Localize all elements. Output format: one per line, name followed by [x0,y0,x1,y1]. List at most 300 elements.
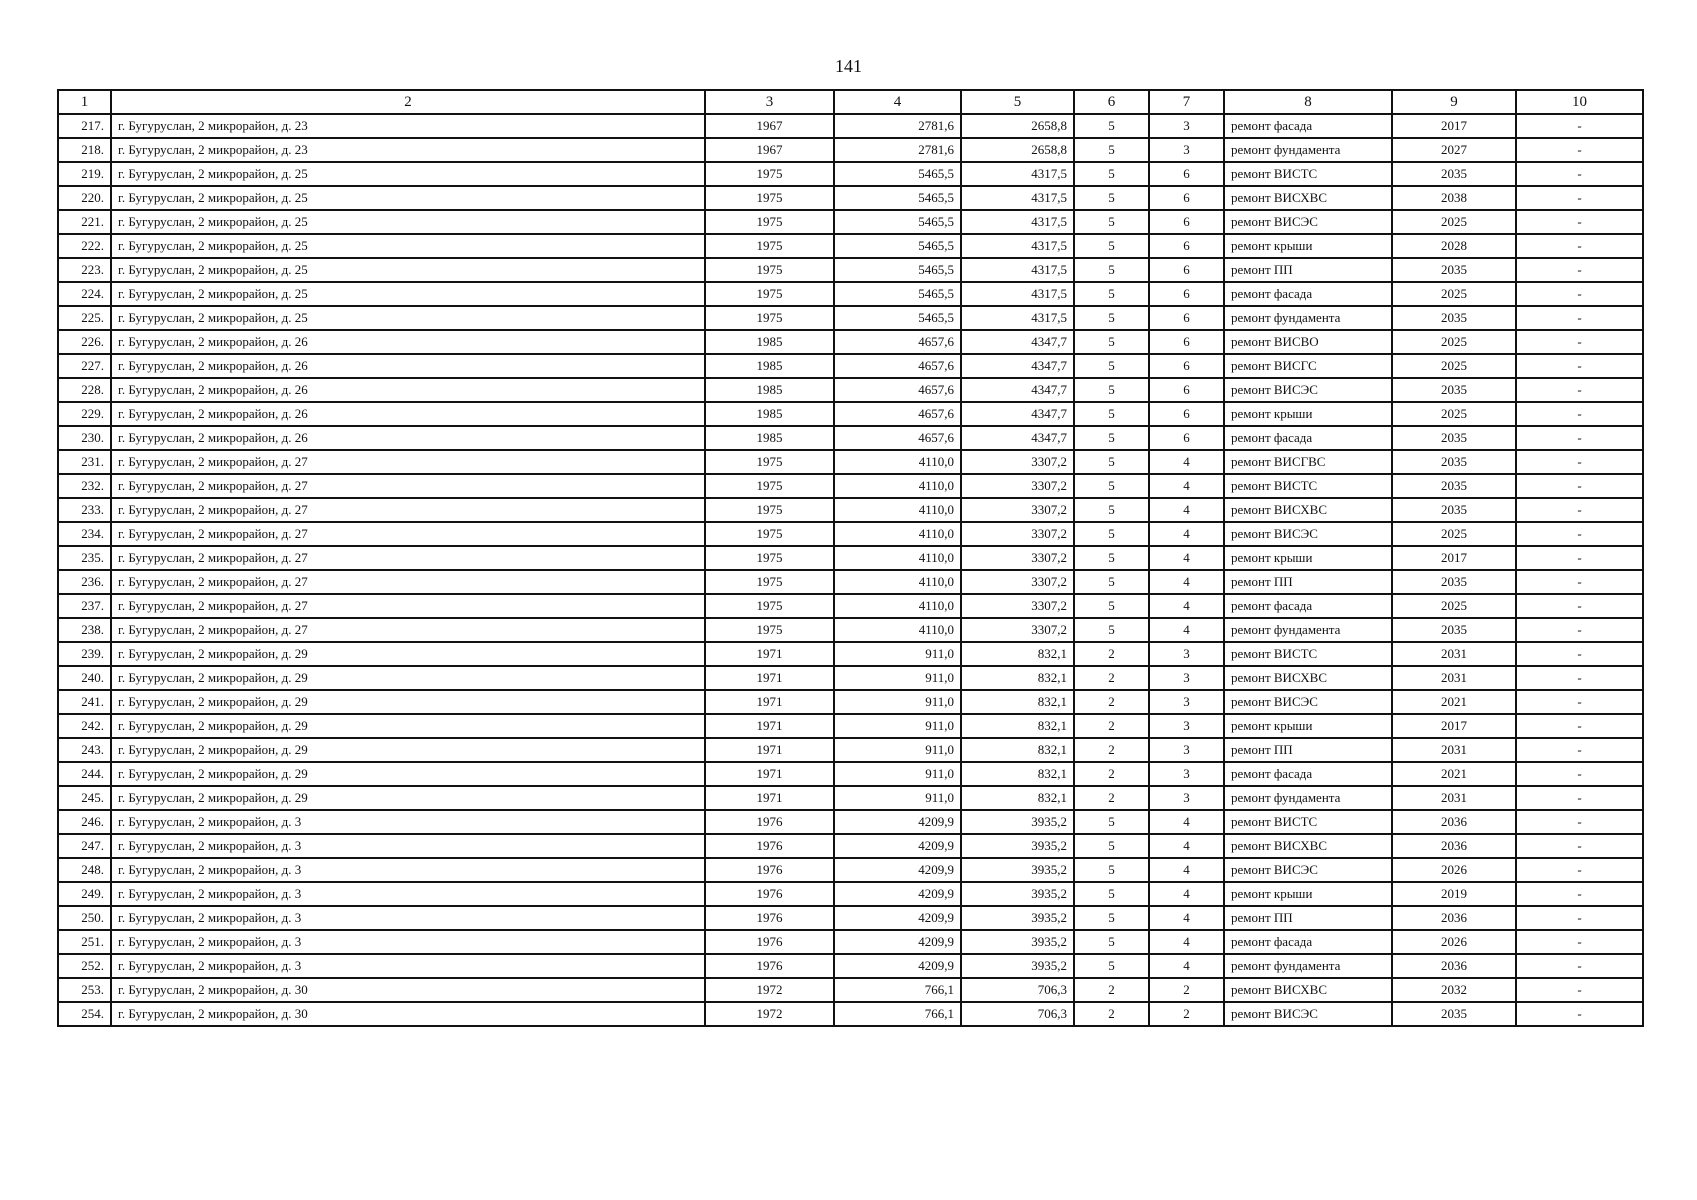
cell-work-type: ремонт ВИСЭС [1224,690,1392,714]
cell-entrances: 3 [1149,690,1224,714]
cell-work-type: ремонт ВИСХВС [1224,186,1392,210]
cell-row-number: 224. [58,282,111,306]
cell-work-type: ремонт ВИСХВС [1224,666,1392,690]
cell-col-10: - [1516,690,1643,714]
cell-floors: 5 [1074,258,1149,282]
table-row [58,594,1643,618]
cell-row-number: 217. [58,114,111,138]
cell-col-10: - [1516,186,1643,210]
cell-year-built: 1975 [705,306,834,330]
table-row [58,930,1643,954]
cell-planned-year: 2025 [1392,210,1516,234]
cell-work-type: ремонт ВИСГС [1224,354,1392,378]
cell-floors: 5 [1074,522,1149,546]
cell-entrances: 3 [1149,786,1224,810]
cell-planned-year: 2027 [1392,138,1516,162]
cell-planned-year: 2035 [1392,474,1516,498]
cell-work-type: ремонт фасада [1224,426,1392,450]
cell-row-number: 242. [58,714,111,738]
cell-address: г. Бугуруслан, 2 микрорайон, д. 23 [111,114,705,138]
cell-col-10: - [1516,330,1643,354]
cell-year-built: 1976 [705,858,834,882]
cell-year-built: 1976 [705,954,834,978]
cell-entrances: 3 [1149,738,1224,762]
cell-total-area: 2781,6 [834,138,961,162]
cell-year-built: 1967 [705,138,834,162]
cell-address: г. Бугуруслан, 2 микрорайон, д. 23 [111,138,705,162]
cell-living-area: 4317,5 [961,210,1074,234]
cell-work-type: ремонт ВИСГВС [1224,450,1392,474]
cell-entrances: 3 [1149,642,1224,666]
header-cell-col-10: 10 [1516,90,1643,114]
cell-year-built: 1971 [705,714,834,738]
cell-entrances: 2 [1149,1002,1224,1026]
cell-year-built: 1975 [705,546,834,570]
cell-work-type: ремонт ВИСТС [1224,810,1392,834]
cell-living-area: 4317,5 [961,258,1074,282]
cell-planned-year: 2017 [1392,714,1516,738]
cell-address: г. Бугуруслан, 2 микрорайон, д. 27 [111,618,705,642]
cell-planned-year: 2035 [1392,570,1516,594]
cell-total-area: 4209,9 [834,906,961,930]
cell-year-built: 1976 [705,930,834,954]
cell-work-type: ремонт крыши [1224,714,1392,738]
cell-row-number: 223. [58,258,111,282]
cell-address: г. Бугуруслан, 2 микрорайон, д. 29 [111,666,705,690]
cell-floors: 5 [1074,450,1149,474]
cell-address: г. Бугуруслан, 2 микрорайон, д. 27 [111,594,705,618]
cell-address: г. Бугуруслан, 2 микрорайон, д. 25 [111,186,705,210]
cell-living-area: 832,1 [961,762,1074,786]
cell-year-built: 1971 [705,762,834,786]
cell-total-area: 5465,5 [834,306,961,330]
cell-total-area: 4209,9 [834,858,961,882]
cell-planned-year: 2035 [1392,258,1516,282]
cell-row-number: 247. [58,834,111,858]
cell-living-area: 4347,7 [961,378,1074,402]
cell-planned-year: 2031 [1392,642,1516,666]
cell-address: г. Бугуруслан, 2 микрорайон, д. 27 [111,522,705,546]
cell-living-area: 4317,5 [961,234,1074,258]
cell-work-type: ремонт ВИСЭС [1224,1002,1392,1026]
cell-col-10: - [1516,234,1643,258]
cell-floors: 5 [1074,354,1149,378]
cell-work-type: ремонт ВИСЭС [1224,858,1392,882]
cell-year-built: 1971 [705,786,834,810]
cell-col-10: - [1516,1002,1643,1026]
cell-row-number: 253. [58,978,111,1002]
cell-planned-year: 2025 [1392,522,1516,546]
cell-entrances: 6 [1149,354,1224,378]
cell-total-area: 4657,6 [834,426,961,450]
cell-total-area: 5465,5 [834,282,961,306]
cell-col-10: - [1516,666,1643,690]
cell-living-area: 832,1 [961,714,1074,738]
cell-work-type: ремонт фасада [1224,114,1392,138]
cell-col-10: - [1516,522,1643,546]
cell-col-10: - [1516,834,1643,858]
cell-living-area: 3307,2 [961,570,1074,594]
cell-floors: 5 [1074,162,1149,186]
cell-entrances: 4 [1149,834,1224,858]
cell-entrances: 3 [1149,114,1224,138]
cell-total-area: 5465,5 [834,234,961,258]
table-row [58,786,1643,810]
cell-living-area: 3935,2 [961,834,1074,858]
cell-entrances: 6 [1149,426,1224,450]
cell-living-area: 2658,8 [961,138,1074,162]
cell-floors: 5 [1074,930,1149,954]
cell-entrances: 4 [1149,954,1224,978]
table-row [58,354,1643,378]
cell-floors: 2 [1074,786,1149,810]
cell-floors: 5 [1074,954,1149,978]
cell-address: г. Бугуруслан, 2 микрорайон, д. 29 [111,714,705,738]
cell-work-type: ремонт фундамента [1224,306,1392,330]
table-row [58,978,1643,1002]
cell-living-area: 4347,7 [961,402,1074,426]
cell-floors: 5 [1074,858,1149,882]
cell-year-built: 1985 [705,378,834,402]
cell-total-area: 4209,9 [834,930,961,954]
cell-planned-year: 2025 [1392,594,1516,618]
cell-floors: 5 [1074,906,1149,930]
cell-total-area: 5465,5 [834,162,961,186]
cell-work-type: ремонт фундамента [1224,138,1392,162]
cell-year-built: 1985 [705,330,834,354]
cell-living-area: 4347,7 [961,426,1074,450]
cell-year-built: 1975 [705,210,834,234]
cell-total-area: 4110,0 [834,474,961,498]
cell-col-10: - [1516,810,1643,834]
cell-planned-year: 2025 [1392,354,1516,378]
cell-work-type: ремонт крыши [1224,546,1392,570]
cell-year-built: 1972 [705,1002,834,1026]
cell-col-10: - [1516,450,1643,474]
cell-floors: 5 [1074,282,1149,306]
cell-year-built: 1975 [705,162,834,186]
cell-living-area: 3935,2 [961,882,1074,906]
cell-floors: 5 [1074,426,1149,450]
cell-floors: 2 [1074,690,1149,714]
cell-living-area: 3307,2 [961,450,1074,474]
cell-planned-year: 2035 [1392,1002,1516,1026]
cell-col-10: - [1516,618,1643,642]
table-row [58,186,1643,210]
cell-floors: 5 [1074,498,1149,522]
cell-col-10: - [1516,210,1643,234]
cell-living-area: 3307,2 [961,522,1074,546]
cell-planned-year: 2036 [1392,954,1516,978]
cell-row-number: 248. [58,858,111,882]
cell-living-area: 4347,7 [961,354,1074,378]
cell-col-10: - [1516,378,1643,402]
cell-address: г. Бугуруслан, 2 микрорайон, д. 29 [111,690,705,714]
table-row [58,426,1643,450]
cell-row-number: 241. [58,690,111,714]
table-row [58,282,1643,306]
table-row [58,234,1643,258]
cell-living-area: 4317,5 [961,186,1074,210]
cell-row-number: 246. [58,810,111,834]
cell-living-area: 832,1 [961,666,1074,690]
cell-year-built: 1971 [705,690,834,714]
cell-col-10: - [1516,498,1643,522]
cell-planned-year: 2026 [1392,930,1516,954]
cell-address: г. Бугуруслан, 2 микрорайон, д. 26 [111,354,705,378]
cell-floors: 5 [1074,234,1149,258]
cell-entrances: 4 [1149,474,1224,498]
cell-total-area: 911,0 [834,690,961,714]
table-row [58,690,1643,714]
cell-floors: 5 [1074,546,1149,570]
cell-row-number: 250. [58,906,111,930]
cell-col-10: - [1516,714,1643,738]
cell-planned-year: 2025 [1392,282,1516,306]
header-cell-col-8: 8 [1224,90,1392,114]
table-row [58,954,1643,978]
cell-total-area: 4209,9 [834,954,961,978]
cell-total-area: 4209,9 [834,834,961,858]
cell-entrances: 4 [1149,522,1224,546]
cell-planned-year: 2035 [1392,378,1516,402]
cell-col-10: - [1516,762,1643,786]
cell-row-number: 244. [58,762,111,786]
cell-year-built: 1976 [705,834,834,858]
cell-address: г. Бугуруслан, 2 микрорайон, д. 3 [111,906,705,930]
table-row [58,906,1643,930]
cell-row-number: 219. [58,162,111,186]
table-row [58,210,1643,234]
cell-address: г. Бугуруслан, 2 микрорайон, д. 26 [111,378,705,402]
cell-living-area: 4317,5 [961,306,1074,330]
cell-row-number: 238. [58,618,111,642]
cell-row-number: 245. [58,786,111,810]
cell-total-area: 911,0 [834,666,961,690]
cell-col-10: - [1516,282,1643,306]
page-number: 141 [835,56,862,76]
table-row [58,114,1643,138]
cell-entrances: 6 [1149,378,1224,402]
repair-schedule-table [57,89,1644,1027]
cell-total-area: 766,1 [834,1002,961,1026]
cell-planned-year: 2031 [1392,666,1516,690]
cell-col-10: - [1516,642,1643,666]
table-row [58,546,1643,570]
cell-planned-year: 2021 [1392,690,1516,714]
cell-year-built: 1975 [705,186,834,210]
cell-entrances: 4 [1149,570,1224,594]
cell-planned-year: 2026 [1392,858,1516,882]
cell-entrances: 6 [1149,234,1224,258]
cell-total-area: 4209,9 [834,882,961,906]
cell-work-type: ремонт крыши [1224,234,1392,258]
cell-planned-year: 2019 [1392,882,1516,906]
cell-floors: 2 [1074,978,1149,1002]
cell-col-10: - [1516,594,1643,618]
cell-entrances: 4 [1149,618,1224,642]
table-row [58,834,1643,858]
cell-living-area: 4317,5 [961,282,1074,306]
cell-planned-year: 2035 [1392,450,1516,474]
cell-living-area: 832,1 [961,642,1074,666]
cell-floors: 5 [1074,138,1149,162]
cell-entrances: 6 [1149,330,1224,354]
cell-col-10: - [1516,474,1643,498]
cell-planned-year: 2032 [1392,978,1516,1002]
cell-year-built: 1985 [705,354,834,378]
cell-entrances: 4 [1149,546,1224,570]
cell-floors: 5 [1074,306,1149,330]
cell-floors: 5 [1074,834,1149,858]
cell-planned-year: 2031 [1392,786,1516,810]
cell-address: г. Бугуруслан, 2 микрорайон, д. 26 [111,402,705,426]
cell-work-type: ремонт ВИСЭС [1224,210,1392,234]
table-row [58,762,1643,786]
cell-row-number: 254. [58,1002,111,1026]
cell-floors: 5 [1074,810,1149,834]
cell-col-10: - [1516,570,1643,594]
cell-address: г. Бугуруслан, 2 микрорайон, д. 29 [111,642,705,666]
cell-total-area: 5465,5 [834,258,961,282]
cell-row-number: 227. [58,354,111,378]
cell-row-number: 222. [58,234,111,258]
cell-entrances: 6 [1149,210,1224,234]
table-row [58,618,1643,642]
cell-row-number: 226. [58,330,111,354]
cell-col-10: - [1516,354,1643,378]
cell-address: г. Бугуруслан, 2 микрорайон, д. 25 [111,162,705,186]
cell-entrances: 4 [1149,498,1224,522]
cell-year-built: 1971 [705,666,834,690]
table-row [58,138,1643,162]
cell-address: г. Бугуруслан, 2 микрорайон, д. 25 [111,210,705,234]
cell-address: г. Бугуруслан, 2 микрорайон, д. 27 [111,546,705,570]
table-row [58,858,1643,882]
cell-year-built: 1975 [705,522,834,546]
cell-col-10: - [1516,978,1643,1002]
header-cell-col-1: 1 [58,90,111,114]
cell-total-area: 4110,0 [834,522,961,546]
cell-floors: 2 [1074,714,1149,738]
cell-planned-year: 2017 [1392,114,1516,138]
cell-floors: 5 [1074,114,1149,138]
cell-total-area: 4110,0 [834,618,961,642]
cell-total-area: 4657,6 [834,330,961,354]
cell-col-10: - [1516,858,1643,882]
cell-year-built: 1975 [705,474,834,498]
cell-row-number: 218. [58,138,111,162]
cell-work-type: ремонт ВИСТС [1224,162,1392,186]
cell-row-number: 229. [58,402,111,426]
cell-row-number: 249. [58,882,111,906]
header-cell-col-3: 3 [705,90,834,114]
cell-address: г. Бугуруслан, 2 микрорайон, д. 30 [111,1002,705,1026]
cell-work-type: ремонт ВИСЭС [1224,378,1392,402]
cell-work-type: ремонт фасада [1224,930,1392,954]
cell-year-built: 1976 [705,882,834,906]
cell-floors: 2 [1074,666,1149,690]
cell-year-built: 1975 [705,498,834,522]
table-row [58,330,1643,354]
cell-total-area: 4657,6 [834,378,961,402]
cell-planned-year: 2025 [1392,402,1516,426]
cell-work-type: ремонт ПП [1224,738,1392,762]
cell-row-number: 252. [58,954,111,978]
cell-address: г. Бугуруслан, 2 микрорайон, д. 3 [111,858,705,882]
cell-floors: 5 [1074,594,1149,618]
table-row [58,474,1643,498]
cell-planned-year: 2035 [1392,162,1516,186]
cell-address: г. Бугуруслан, 2 микрорайон, д. 25 [111,282,705,306]
cell-floors: 5 [1074,330,1149,354]
cell-total-area: 4657,6 [834,354,961,378]
cell-row-number: 236. [58,570,111,594]
cell-col-10: - [1516,306,1643,330]
cell-address: г. Бугуруслан, 2 микрорайон, д. 25 [111,306,705,330]
cell-row-number: 240. [58,666,111,690]
cell-row-number: 235. [58,546,111,570]
cell-total-area: 4110,0 [834,546,961,570]
cell-total-area: 5465,5 [834,186,961,210]
cell-living-area: 3307,2 [961,546,1074,570]
table-row [58,810,1643,834]
table-row [58,522,1643,546]
cell-entrances: 4 [1149,858,1224,882]
table-row [58,666,1643,690]
cell-address: г. Бугуруслан, 2 микрорайон, д. 25 [111,258,705,282]
cell-living-area: 3935,2 [961,954,1074,978]
cell-row-number: 239. [58,642,111,666]
header-cell-col-2: 2 [111,90,705,114]
cell-planned-year: 2021 [1392,762,1516,786]
cell-floors: 5 [1074,186,1149,210]
cell-entrances: 3 [1149,714,1224,738]
table-row [58,642,1643,666]
cell-address: г. Бугуруслан, 2 микрорайон, д. 3 [111,930,705,954]
cell-row-number: 225. [58,306,111,330]
header-cell-col-4: 4 [834,90,961,114]
cell-living-area: 706,3 [961,1002,1074,1026]
cell-entrances: 6 [1149,282,1224,306]
cell-address: г. Бугуруслан, 2 микрорайон, д. 29 [111,762,705,786]
cell-planned-year: 2036 [1392,906,1516,930]
cell-total-area: 4110,0 [834,498,961,522]
cell-year-built: 1976 [705,810,834,834]
cell-planned-year: 2035 [1392,498,1516,522]
cell-col-10: - [1516,114,1643,138]
cell-address: г. Бугуруслан, 2 микрорайон, д. 3 [111,810,705,834]
cell-work-type: ремонт крыши [1224,882,1392,906]
cell-col-10: - [1516,138,1643,162]
cell-col-10: - [1516,738,1643,762]
cell-total-area: 4110,0 [834,570,961,594]
cell-entrances: 4 [1149,906,1224,930]
cell-floors: 5 [1074,570,1149,594]
cell-col-10: - [1516,258,1643,282]
cell-row-number: 230. [58,426,111,450]
cell-year-built: 1975 [705,570,834,594]
cell-year-built: 1975 [705,258,834,282]
cell-living-area: 4347,7 [961,330,1074,354]
cell-floors: 5 [1074,210,1149,234]
cell-col-10: - [1516,426,1643,450]
cell-address: г. Бугуруслан, 2 микрорайон, д. 27 [111,498,705,522]
cell-col-10: - [1516,402,1643,426]
table-body [58,114,1643,1026]
cell-col-10: - [1516,882,1643,906]
cell-floors: 2 [1074,1002,1149,1026]
